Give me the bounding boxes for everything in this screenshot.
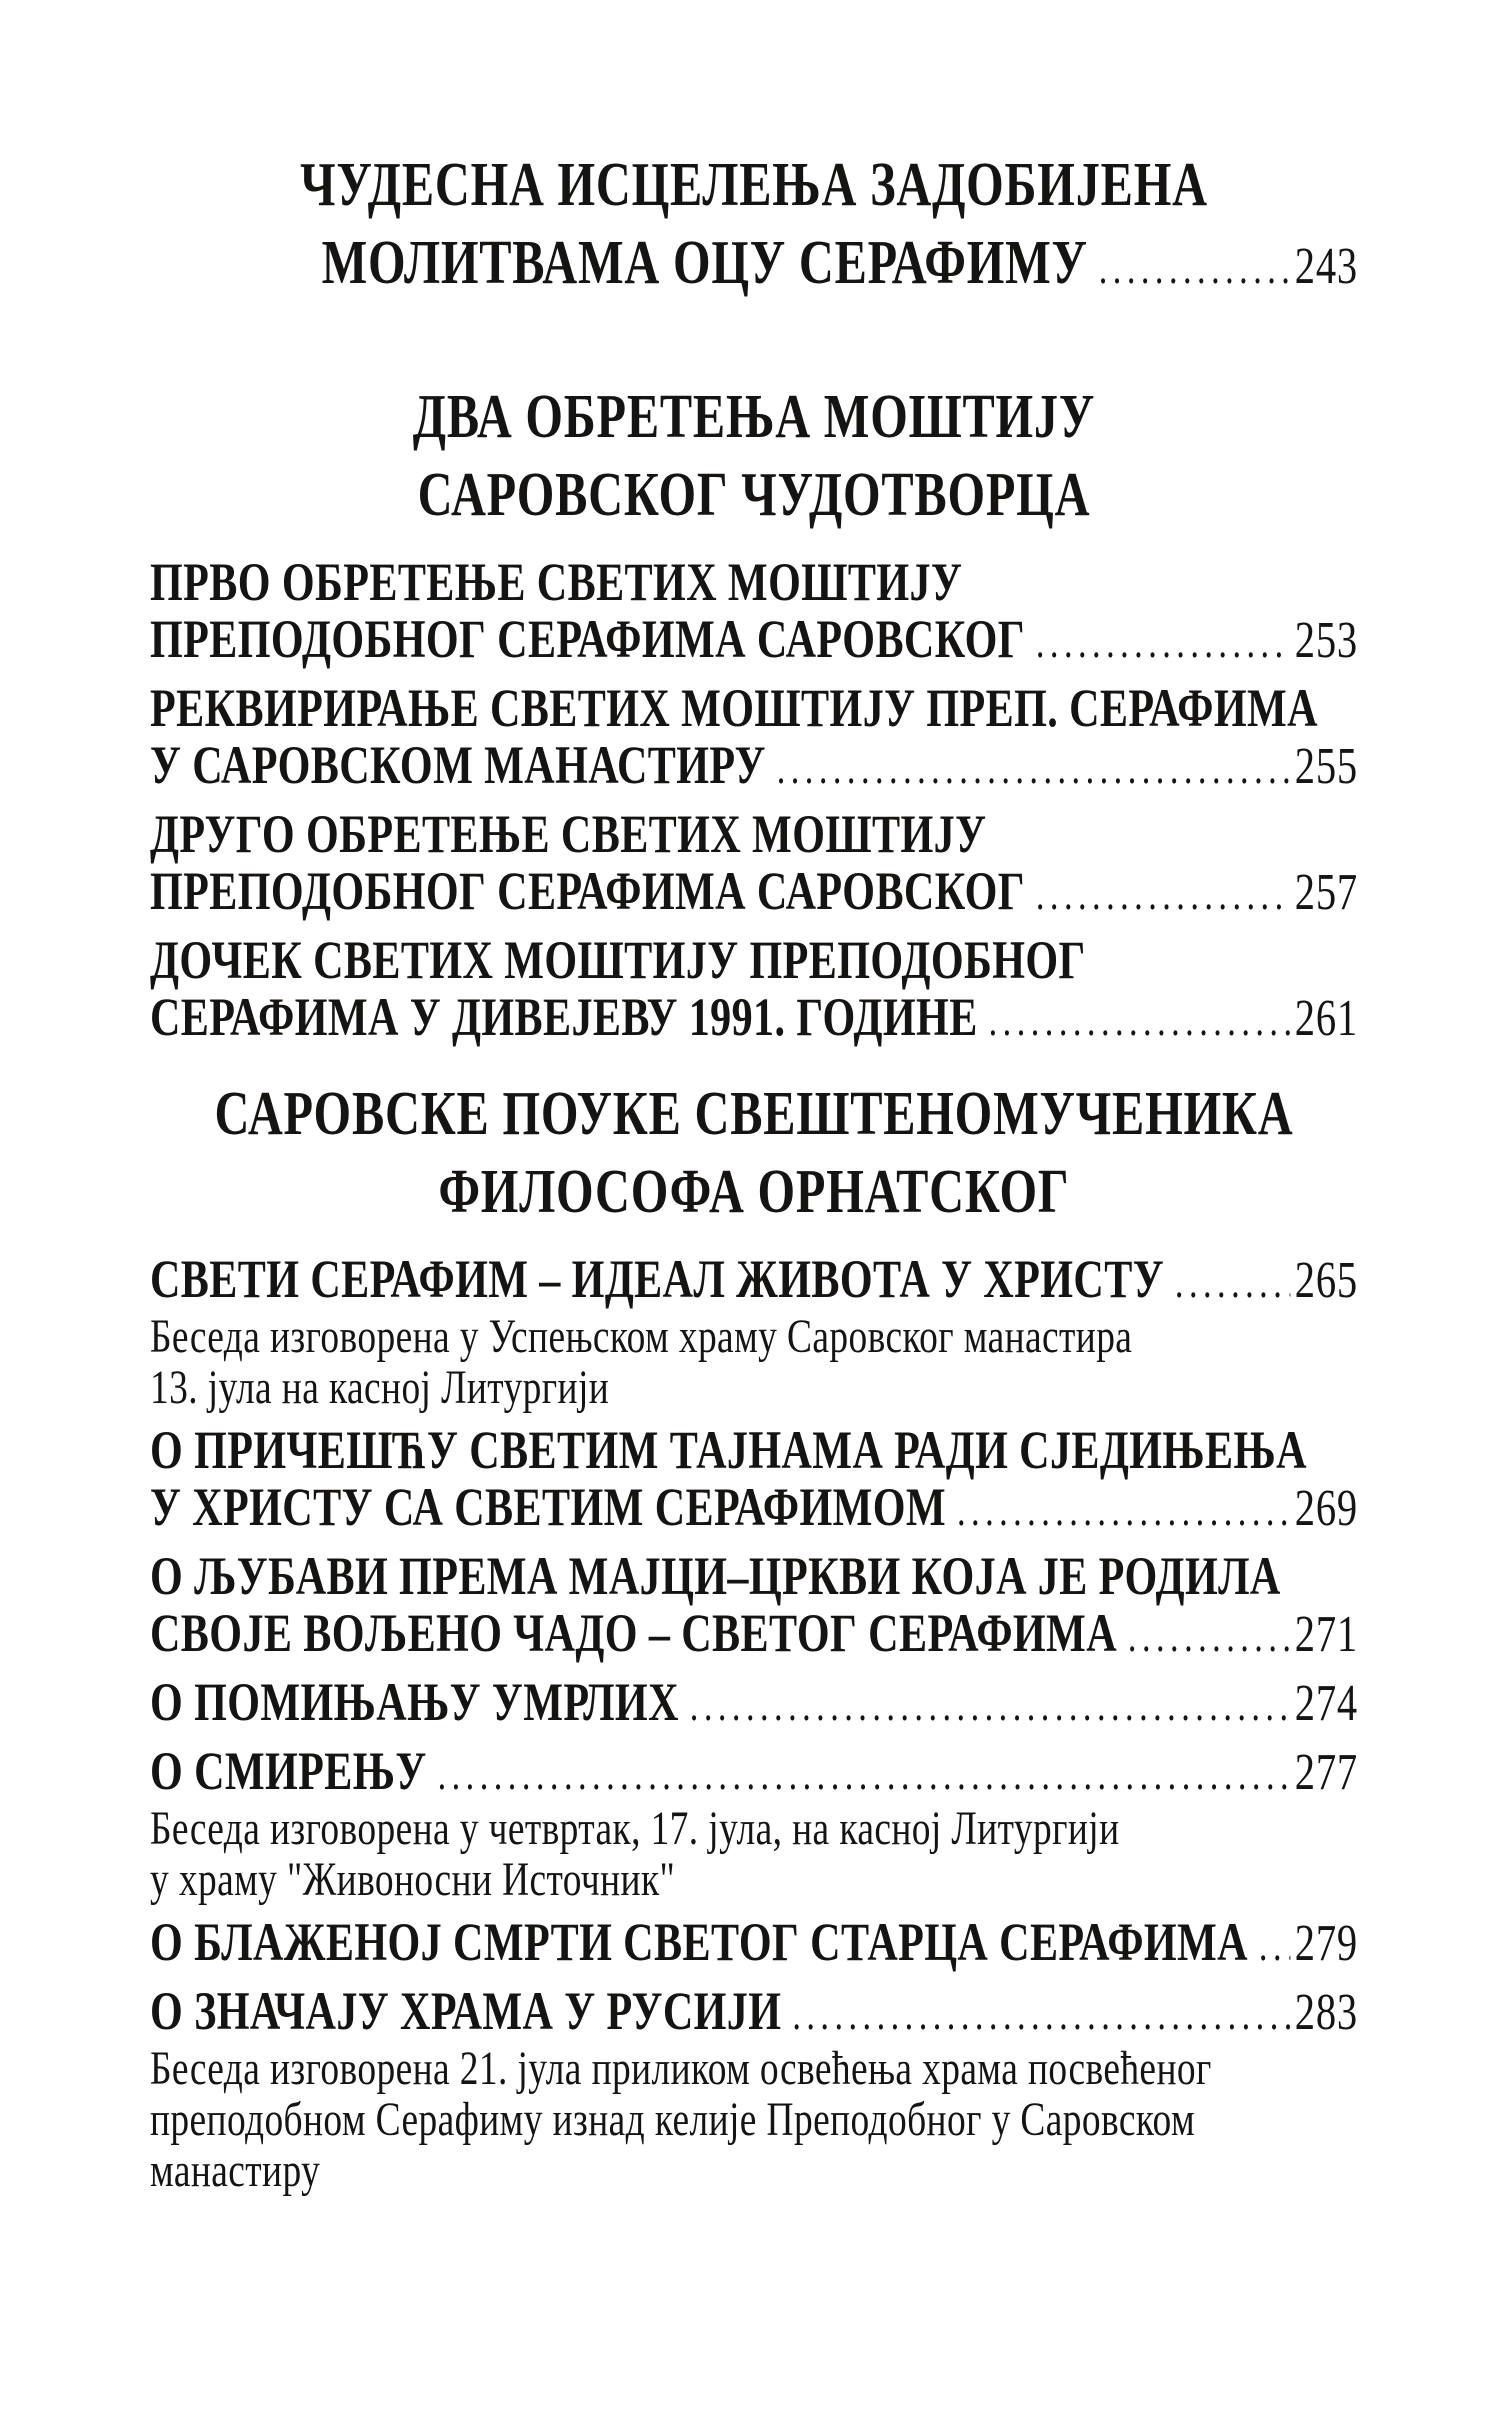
page-number: 269 <box>1294 1480 1358 1537</box>
dot-leader <box>792 1986 1290 2043</box>
toc-entry-title: ПРЕПОДОБНОГ СЕРАФИМА САРОВСКОГ <box>150 861 1025 921</box>
toc-entry <box>150 1548 1358 1665</box>
toc-entry <box>150 1983 1358 2196</box>
dot-leader <box>777 740 1290 797</box>
toc-entry-title: О ЗНАЧАЈУ ХРАМА У РУСИЈИ <box>150 1981 782 2041</box>
toc-leader-row <box>150 1914 1358 1974</box>
toc-leader-row <box>150 1743 1358 1803</box>
toc-entry <box>150 1743 1358 1905</box>
toc-entry-line: ПРВО ОБРЕТЕЊЕ СВЕТИХ МОШТИЈУ <box>150 552 963 612</box>
page-number: 283 <box>1294 1984 1358 2041</box>
toc-note-line: у храму "Живоносни Источник" <box>150 1853 676 1906</box>
toc-entry-title: О СМИРЕЊУ <box>150 1741 427 1801</box>
toc-entry-title: У ХРИСТУ СА СВЕТИМ СЕРАФИМОМ <box>150 1477 947 1537</box>
toc-entry <box>150 1914 1358 1974</box>
toc-heading-line: САРОВСКЕ ПОУКЕ СВЕШТЕНОМУЧЕНИКА <box>214 1080 1294 1148</box>
toc-note-line: Беседа изговорена у Успењском храму Саровског манастира <box>150 1310 1133 1363</box>
page-number: 271 <box>1294 1606 1358 1663</box>
page-number: 255 <box>1294 738 1358 795</box>
page-number: 253 <box>1294 612 1358 669</box>
toc-heading-line: САРОВСКОГ ЧУДОТВОРЦА <box>417 461 1091 529</box>
toc-leader-row <box>150 224 1358 308</box>
dot-leader <box>957 1482 1290 1539</box>
page-number: 274 <box>1294 1675 1358 1732</box>
toc-heading-line: ЧУДЕСНА ИСЦЕЛЕЊА ЗАДОБИЈЕНА <box>300 151 1208 219</box>
toc-entry-title: О ПОМИЊАЊУ УМРЛИХ <box>150 1672 679 1732</box>
toc-chapter-heading <box>150 1075 1358 1231</box>
toc-leader-row <box>150 863 1358 923</box>
toc-entry-title: О БЛАЖЕНОЈ СМРТИ СВЕТОГ СТАРЦА СЕРАФИМА <box>150 1912 1248 1972</box>
page-number: 279 <box>1294 1915 1358 1972</box>
toc-entry-title: СВЕТИ СЕРАФИМ – ИДЕАЛ ЖИВОТА У ХРИСТУ <box>150 1249 1164 1309</box>
toc-entry <box>150 932 1358 1049</box>
toc-entry <box>150 1674 1358 1734</box>
toc-entry-line: О ЉУБАВИ ПРЕМА МАЈЦИ–ЦРКВИ КОЈА ЈЕ РОДИЛА <box>150 1546 1281 1606</box>
dot-leader <box>1128 1608 1290 1665</box>
toc-entry-title: СВОЈЕ ВОЉЕНО ЧАДО – СВЕТОГ СЕРАФИМА <box>150 1603 1118 1663</box>
toc-note-line: Беседа изговорена у четвртак, 17. јула, на касној Литургији <box>150 1802 1120 1855</box>
toc-note-line: Беседа изговорена 21. јула приликом освећења храма посвећеног <box>150 2042 1212 2095</box>
dot-leader <box>1259 1917 1290 1974</box>
toc-leader-row <box>150 1983 1358 2043</box>
toc-leader-row <box>150 989 1358 1049</box>
page-number: 265 <box>1294 1252 1358 1309</box>
toc-leader-row <box>150 737 1358 797</box>
page-number: 277 <box>1294 1744 1358 1801</box>
toc-entry-title: СЕРАФИМА У ДИВЕЈЕВУ 1991. ГОДИНЕ <box>150 987 978 1047</box>
toc-chapter-heading <box>150 146 1358 308</box>
dot-leader <box>1036 614 1290 671</box>
dot-leader <box>690 1677 1290 1734</box>
page-number: 261 <box>1294 990 1358 1047</box>
toc-entry-title: У САРОВСКОМ МАНАСТИРУ <box>150 735 766 795</box>
toc-leader-row <box>150 1251 1358 1311</box>
toc-entry <box>150 680 1358 797</box>
toc-entry-line: ДРУГО ОБРЕТЕЊЕ СВЕТИХ МОШТИЈУ <box>150 804 987 864</box>
dot-leader <box>438 1746 1290 1803</box>
toc-note-line: 13. јула на касној Литургији <box>150 1361 610 1414</box>
toc-entry-line: РЕКВИРИРАЊЕ СВЕТИХ МОШТИЈУ ПРЕП. СЕРАФИМА <box>150 678 1318 738</box>
dot-leader <box>1036 866 1290 923</box>
toc-leader-row <box>150 1479 1358 1539</box>
toc-leader-row <box>150 611 1358 671</box>
toc-entry-title: ПРЕПОДОБНОГ СЕРАФИМА САРОВСКОГ <box>150 609 1025 669</box>
toc-heading-line: ФИЛОСОФА ОРНАТСКОГ <box>438 1158 1070 1226</box>
toc-entry <box>150 806 1358 923</box>
toc-entry <box>150 554 1358 671</box>
toc-entry <box>150 1251 1358 1413</box>
toc-entry-line: О ПРИЧЕШЋУ СВЕТИМ ТАЈНАМА РАДИ СЈЕДИЊЕЊА <box>150 1420 1307 1480</box>
page-number: 243 <box>1294 238 1358 295</box>
dot-leader <box>989 992 1290 1049</box>
toc-entry <box>150 1422 1358 1539</box>
toc-leader-row <box>150 1674 1358 1734</box>
toc-note-line: преподобном Серафиму изнад келије Преподобног у Саровском <box>150 2093 1196 2146</box>
toc-entry-title: МОЛИТВАМА ОЦУ СЕРАФИМУ <box>321 229 1088 297</box>
dot-leader <box>1099 230 1290 308</box>
dot-leader <box>1175 1254 1290 1311</box>
toc-note-line: манастиру <box>150 2144 321 2197</box>
page-number: 257 <box>1294 864 1358 921</box>
toc-chapter-heading <box>150 378 1358 534</box>
toc-leader-row <box>150 1605 1358 1665</box>
toc-blocks <box>150 146 1358 2196</box>
toc-entry-line: ДОЧЕК СВЕТИХ МОШТИЈУ ПРЕПОДОБНОГ <box>150 930 1086 990</box>
toc-heading-line: ДВА ОБРЕТЕЊА МОШТИЈУ <box>412 383 1096 451</box>
